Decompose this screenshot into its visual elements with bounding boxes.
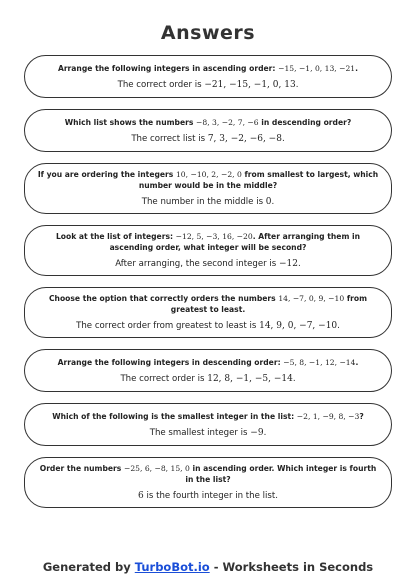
question-tail: ? <box>359 411 364 421</box>
answer-lead: The correct order is <box>117 79 205 90</box>
answer-tail: . <box>295 79 299 90</box>
answer-lead: The correct order is <box>120 373 208 384</box>
question-tail: in descending order? <box>258 117 352 127</box>
answer-lead: The correct order from greatest to least is <box>76 321 260 331</box>
question-math: 10, −10, 2, −2, 0 <box>175 170 242 179</box>
answer-tail: . <box>292 373 296 384</box>
answer-lead: After arranging, the second integer is <box>115 259 280 269</box>
answer-tail: . <box>281 133 285 144</box>
answer-math: −21, −15, −1, 0, 13 <box>204 79 296 90</box>
answer-tail: is the fourth integer in the list. <box>143 491 278 501</box>
footer-prefix: Generated by <box>42 560 135 574</box>
question-math: −15, −1, 0, 13, −21 <box>278 63 356 73</box>
answer-lead: The correct list is <box>131 133 208 144</box>
answer-card <box>24 55 392 98</box>
answer-text <box>115 258 301 270</box>
answer-math: 6 <box>138 491 144 501</box>
answer-text <box>76 320 340 332</box>
answer-card <box>24 109 392 152</box>
question-math: −5, 8, −1, 12, −14 <box>283 357 356 367</box>
question-lead: Which list shows the numbers <box>64 117 197 127</box>
question-math: −8, 3, −2, 7, −6 <box>196 117 259 127</box>
question-math: −2, 1, −9, 8, −3 <box>296 411 360 421</box>
answer-card <box>24 163 392 214</box>
question-text <box>65 117 352 128</box>
question-math: −25, 6, −8, 15, 0 <box>123 464 190 473</box>
answer-text <box>150 427 267 439</box>
question-tail: . <box>355 357 359 367</box>
question-tail: from greatest to least. <box>170 294 368 314</box>
question-text <box>35 231 381 253</box>
question-lead: Which of the following is the smallest integer in the list: <box>52 411 297 421</box>
question-tail: . <box>355 63 359 73</box>
question-math: −12, 5, −3, 16, −20 <box>175 232 253 241</box>
answer-math: 0 <box>265 197 272 207</box>
page-title: Answers <box>160 22 256 44</box>
answer-math: −9 <box>250 427 264 438</box>
answer-math: 12, 8, −1, −5, −14 <box>207 373 293 384</box>
answer-text <box>131 133 284 145</box>
footer-suffix: - Worksheets in Seconds <box>209 560 374 574</box>
question-text <box>35 463 381 485</box>
question-text <box>52 411 364 422</box>
answer-lead: The smallest integer is <box>149 427 251 438</box>
answer-card <box>24 349 392 392</box>
turbobot-link[interactable]: TurboBot.io <box>134 560 210 574</box>
question-lead: Look at the list of integers: <box>55 232 176 241</box>
answer-text <box>118 79 299 91</box>
answer-lead: The number in the middle is <box>141 197 266 207</box>
answer-text <box>142 196 275 208</box>
question-tail: from smallest to largest, which number would be in the middle? <box>138 170 379 190</box>
answer-math: −12 <box>279 259 299 269</box>
question-lead: Arrange the following integers in ascending order: <box>57 63 279 73</box>
question-tail: . After arranging them in ascending order, what integer will be second? <box>109 232 361 252</box>
question-tail: in ascending order. Which integer is fourth in the list? <box>185 464 377 484</box>
answer-tail: . <box>337 321 340 331</box>
question-math: 14, −7, 0, 9, −10 <box>278 294 345 303</box>
answer-tail: . <box>298 259 301 269</box>
question-lead: If you are ordering the integers <box>37 170 176 179</box>
answer-math: 7, 3, −2, −6, −8 <box>207 133 282 144</box>
question-lead: Choose the option that correctly orders the numbers <box>48 294 279 303</box>
answer-tail: . <box>271 197 275 207</box>
answer-card <box>24 403 392 446</box>
answer-card <box>24 225 392 276</box>
answer-text <box>138 490 278 502</box>
question-lead: Arrange the following integers in descending order: <box>57 357 284 367</box>
question-text <box>35 293 381 315</box>
answer-math: 14, 9, 0, −7, −10 <box>259 321 338 331</box>
question-text <box>35 169 381 191</box>
footer <box>0 560 416 574</box>
answer-card <box>24 457 392 508</box>
question-lead: Order the numbers <box>39 464 124 473</box>
answer-list <box>24 55 392 519</box>
question-text <box>58 357 359 368</box>
answer-card <box>24 287 392 338</box>
answer-text <box>120 373 295 385</box>
answer-tail: . <box>263 427 267 438</box>
question-text <box>58 63 358 74</box>
